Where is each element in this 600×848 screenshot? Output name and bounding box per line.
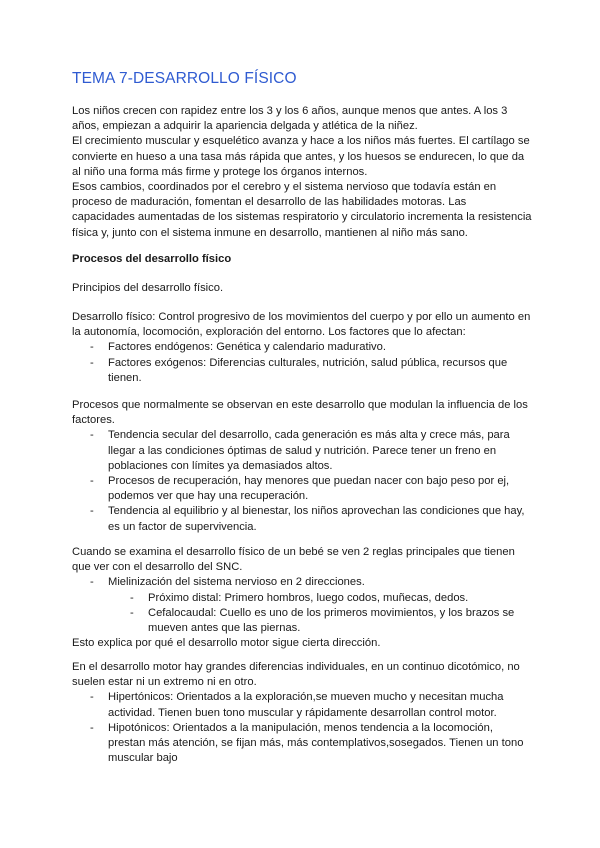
intro-paragraph: Los niños crecen con rapidez entre los 3 y los 6 años, aunque menos que antes. A los 3 años, empiezan a adquirir la apariencia delgada y atlética de la niñez. (72, 105, 508, 133)
principles-label: Principios del desarrollo físico. (72, 282, 224, 294)
intro-paragraph: Esos cambios, coordinados por el cerebro y el sistema nervioso que todavía están en proceso de maduración, fomentan el desarrollo de las habilidades motoras. Las capacidades aumentadas de los sistemas respiratorio y circulatorio incrementa la resistencia física y, junto con el sistema inmune en desarrollo, mantienen al niño más sano. (72, 181, 532, 239)
list-item: - Tendencia al equilibrio y al bienestar, los niños aprovechan las condiciones que hay, es un factor de supervivencia. (90, 505, 525, 533)
dash-bullet: - (130, 606, 134, 619)
intro-block (72, 104, 532, 241)
rules-sublist (72, 591, 532, 637)
dash-bullet: - (90, 721, 94, 734)
list-item: - Factores endógenos: Genética y calendario madurativo. (72, 340, 532, 355)
list-item: - Cefalocaudal: Cuello es uno de los primeros movimientos, y los brazos se mueven antes que las piernas. (130, 606, 515, 635)
rules-block (72, 545, 532, 651)
list-item: - Tendencia secular del desarrollo, cada generación es más alta y crece más, para llegar a las condiciones óptimas de salud y nutrición. Parece tener un freno en poblaciones con límites ya demasiados altos. (90, 429, 510, 472)
processes-list (72, 428, 532, 534)
dash-bullet: - (90, 691, 94, 704)
processes-intro: Procesos que normalmente se observan en este desarrollo que modulan la influencia de los factores. (72, 399, 528, 427)
motor-definition-block (72, 310, 532, 386)
motor-types-list (72, 690, 532, 766)
factors-list (72, 340, 532, 386)
intro-paragraph: El crecimiento muscular y esquelético avanza y hace a los niños más fuertes. El cartílago se convierte en hueso a una tasa más rápida que antes, y los huesos se endurecen, lo que da al niño una forma más firme y protege los órganos internos. (72, 135, 530, 178)
dash-bullet: - (90, 429, 94, 442)
page-title: TEMA 7-DESARROLLO FÍSICO (72, 70, 297, 87)
dash-bullet: - (90, 341, 94, 354)
dash-bullet: - (90, 475, 94, 488)
dash-bullet: - (90, 576, 94, 589)
rules-conclusion: Esto explica por qué el desarrollo motor sigue cierta dirección. (72, 637, 381, 650)
list-item: - Próximo distal: Primero hombros, luego codos, muñecas, dedos. (72, 591, 532, 606)
dash-bullet: - (90, 505, 94, 518)
list-item: - Factores exógenos: Diferencias culturales, nutrición, salud pública, recursos que tienen. (90, 356, 508, 384)
list-item: - Procesos de recuperación, hay menores que puedan nacer con bajo peso por ej, podemos ver que hay una recuperación. (90, 475, 510, 503)
rules-intro: Cuando se examina el desarrollo físico de un bebé se ven 2 reglas principales que tienen que ver con el desarrollo del SNC. (72, 546, 515, 574)
list-item: - Hipotónicos: Orientados a la manipulación, menos tendencia a la locomoción, prestan más atención, se fijan más, más contemplativos,sosegados. Tienen un tono muscular bajo (90, 721, 524, 765)
section-heading: Procesos del desarrollo físico (72, 253, 232, 265)
dash-bullet: - (130, 591, 134, 604)
motor-definition: Desarrollo físico: Control progresivo de los movimientos del cuerpo y por ello un aumento en la autonomía, locomoción, exploración del entorno. Los factores que lo afectan: (72, 311, 531, 339)
processes-block (72, 398, 532, 535)
motor-intro: En el desarrollo motor hay grandes diferencias individuales, en un continuo dicotómico, no suelen estar ni un extremo ni en otro. (72, 661, 520, 689)
list-item: - Mielinización del sistema nervioso en 2 direcciones. (72, 575, 532, 590)
dash-bullet: - (90, 356, 94, 369)
list-item: - Hipertónicos: Orientados a la exploración,se mueven mucho y necesitan mucha actividad. Tienen buen tono muscular y rápidamente desarrollan control motor. (90, 691, 504, 719)
rules-list (72, 575, 532, 590)
motor-types-block (72, 660, 532, 766)
